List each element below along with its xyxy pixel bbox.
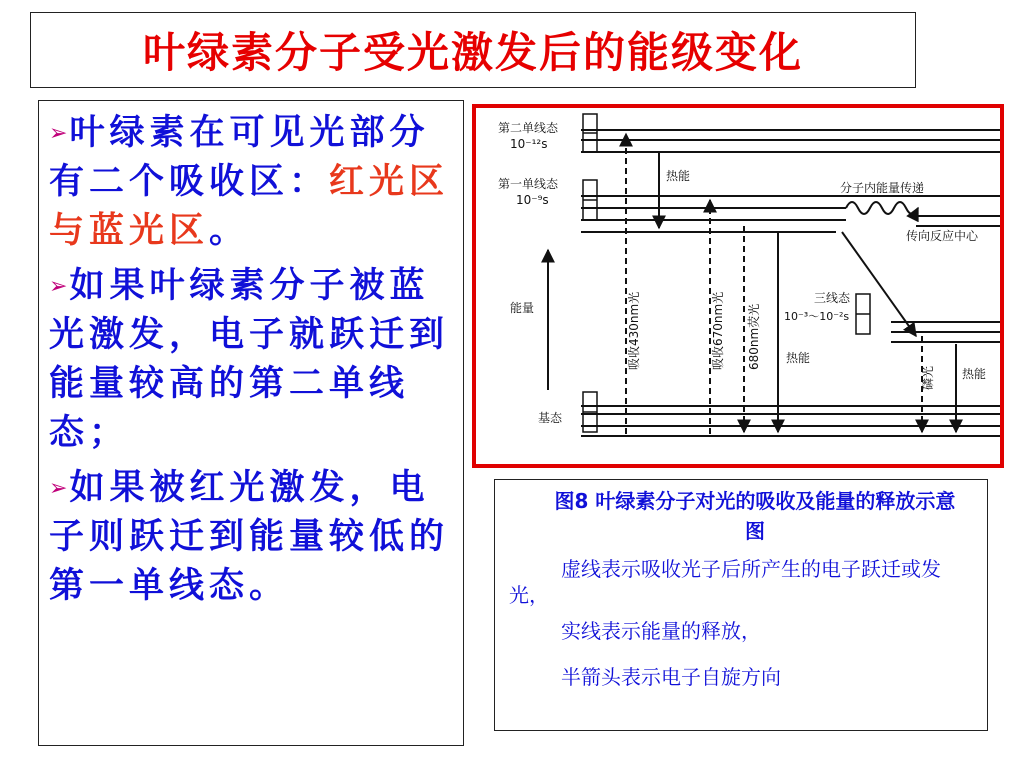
caption-title: 图8 叶绿素分子对光的吸收及能量的释放示意图 (554, 489, 956, 543)
slide-title: 叶绿素分子受光激发后的能级变化 (142, 28, 803, 77)
bullet-highlight-text: 红光区与蓝光区 (49, 162, 450, 251)
left-text-panel (38, 100, 464, 746)
bullet-blue-light (49, 262, 463, 458)
caption-line-2: 实线表示能量的释放， (561, 619, 761, 643)
energy-diagram-svg (476, 108, 1000, 464)
fluorescence-label: 680nm荧光 (747, 303, 761, 370)
phosphorescence-label: 磷光 (921, 365, 935, 390)
s2-name-label: 第二单线态 (498, 121, 559, 135)
heat-label-2: 热能 (786, 351, 811, 365)
caption-line-3: 半箭头表示电子自旋方向 (561, 665, 781, 689)
bullet-tail: 。 (209, 211, 250, 251)
bullet-arrow-icon: ➢ (49, 121, 68, 146)
s2-time-label: 10⁻¹²s (510, 137, 548, 151)
bullet-text: 如果叶绿素分子被蓝光激发，电子就跃迁到能量较高的第二单线态； (49, 266, 450, 453)
energy-label: 能量 (510, 301, 535, 315)
triplet-name-label: 三线态 (814, 291, 851, 305)
s1-time-label: 10⁻⁹s (516, 193, 549, 207)
title-box (30, 12, 916, 88)
bullet-red-light (49, 464, 463, 611)
triplet-time-label: 10⁻³～10⁻²s (784, 310, 850, 323)
ground-levels (581, 406, 1000, 436)
caption-line-1: 虚线表示吸收光子后所产生的电子跃迁或发光， (509, 557, 941, 607)
abs430-label: 吸收430nm光 (627, 291, 641, 370)
transfer-label: 分子内能量传递 (840, 181, 925, 195)
second-singlet-levels (581, 130, 1000, 152)
heat-label-3: 热能 (962, 367, 987, 381)
energy-level-diagram (472, 104, 1004, 468)
bullet-arrow-icon: ➢ (49, 476, 68, 501)
to-center-label: 传向反应中心 (906, 229, 979, 243)
bullet-absorption-regions (49, 109, 463, 256)
figure-caption-box (494, 479, 988, 731)
heat-label-1: 热能 (666, 169, 691, 183)
caption-indent (509, 557, 561, 581)
bullet-arrow-icon: ➢ (49, 274, 68, 299)
bullet-text: 叶绿素在可见光部分有二个吸收区： (49, 113, 430, 202)
s1-name-label: 第一单线态 (498, 177, 559, 191)
bullet-text: 如果被红光激发，电子则跃迁到能量较低的第一单线态。 (49, 468, 450, 606)
abs670-label: 吸收670nm光 (711, 291, 725, 370)
ground-label: 基态 (538, 411, 563, 425)
caption-line-dashed (509, 556, 977, 608)
